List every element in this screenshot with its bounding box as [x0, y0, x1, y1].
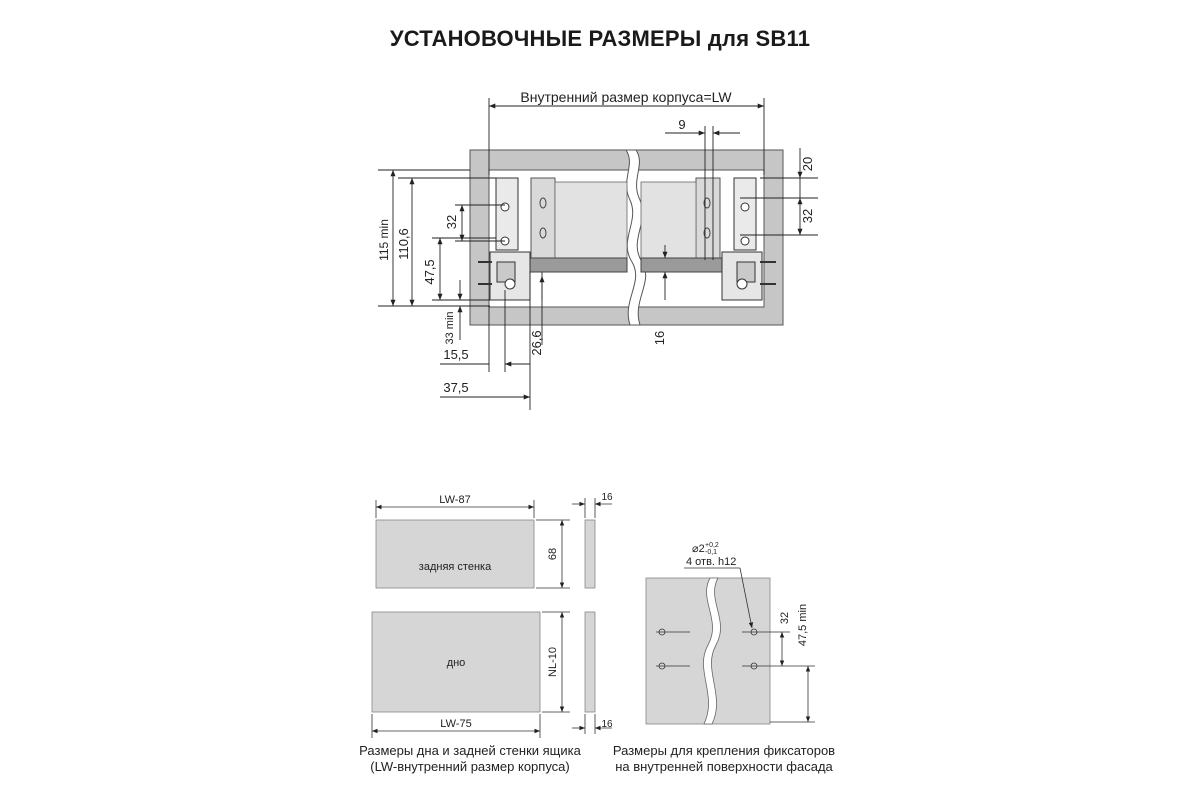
drawer-bottom [641, 258, 729, 272]
back-wall-edge [585, 520, 595, 588]
parts-drawing [372, 492, 613, 738]
cabinet-section [377, 89, 818, 410]
page-title: УСТАНОВОЧНЫЕ РАЗМЕРЫ для SB11 [389, 26, 811, 51]
facade-caption-line1: Размеры для крепления фиксаторов [612, 743, 836, 758]
tol-plus: +0,2 [705, 542, 719, 549]
dim-16: 16 [652, 330, 667, 346]
dim-33: 33 min [444, 311, 456, 345]
dim-16-bottom: 16 [601, 719, 613, 730]
dim-32-right: 32 [800, 208, 815, 224]
drawer-bottom [525, 258, 627, 272]
facade-drawing [646, 542, 815, 724]
facade-dim-47: 47,5 min [797, 603, 809, 647]
dim-115: 115 min [377, 219, 391, 261]
dim-110: 110,6 [396, 228, 411, 260]
dim-lw75: LW-75 [440, 718, 472, 730]
hole-diameter: ⌀2 [692, 543, 705, 555]
dim-26: 26,6 [529, 330, 544, 356]
tol-minus: -0,1 [705, 549, 718, 556]
facade-dim-32: 32 [779, 611, 791, 625]
dim-16-top: 16 [601, 492, 613, 503]
dim-lw87: LW-87 [439, 494, 471, 506]
dim-47: 47,5 [422, 259, 437, 285]
holes-label: 4 отв. h12 [686, 556, 737, 568]
parts-caption-line1: Размеры дна и задней стенки ящика [359, 743, 581, 758]
parts-caption [350, 743, 590, 775]
dim-20: 20 [800, 156, 815, 172]
back-wall-panel [376, 520, 534, 588]
dim-nl10: NL-10 [547, 647, 559, 677]
back-wall-label: задняя стенка [418, 561, 492, 573]
left-back-panel [531, 178, 555, 260]
lw-label: Внутренний размер корпуса=LW [520, 89, 732, 105]
dim-68: 68 [547, 547, 559, 561]
right-back-panel [696, 178, 720, 260]
facade-caption-line2: на внутренней поверхности фасада [615, 759, 833, 774]
bottom-edge [585, 612, 595, 712]
bottom-label: дно [446, 657, 466, 669]
dim-15: 15,5 [443, 347, 469, 362]
back-wall-right [641, 182, 696, 260]
dim-9: 9 [678, 117, 686, 132]
facade-caption [604, 743, 844, 775]
parts-caption-line2: (LW-внутренний размер корпуса) [370, 759, 570, 774]
dim-32-left: 32 [444, 214, 459, 230]
back-wall-left [555, 182, 627, 260]
dim-37: 37,5 [443, 380, 469, 395]
